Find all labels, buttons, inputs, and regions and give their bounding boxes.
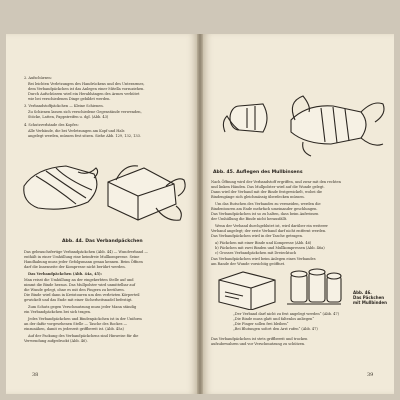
text-line: 4. Schutzverbände des Kopfes: [24, 123, 79, 127]
text-line: Verband angelegt; der erste Verband darf nicht entfernt werden. [211, 229, 327, 233]
text-line: Das Verbandpäckchen wird in der Tasche getragen. [211, 234, 303, 238]
text-line: angelegt werden, müssen fest sitzen. Siehe Abb. 129, 132, 133. [28, 134, 141, 138]
text-line: Das Verbandpäckchen ist so zu halten, dass beim Aufreissen [211, 212, 319, 216]
text-line: enthält in einer Umhüllung eine keimfreie Mullkompresse. Seine [24, 255, 140, 259]
text-line: wie bei verschiedenen Dinge gebildet werden. [28, 97, 111, 101]
text-line: an der dafür vorgesehenen Stelle — Tasche des Rockes — [24, 322, 128, 326]
text-line: Nach Öffnung wird der Verbandstoff ergriffen, und zwar mit den rechten [211, 180, 341, 184]
text-line: Das Verbandpäckchen (Abb. 44a, 45): [28, 272, 102, 276]
text-line: Verwendung aufgedruckt (Abb. 46). [24, 339, 88, 343]
figure-caption: Abb. 44. Das Verbandpäckchen [62, 239, 143, 244]
left-page [6, 34, 197, 394]
page-number: 38 [32, 372, 39, 378]
text-line: der Umhüllung die Binde nicht herausfällt. [211, 217, 288, 221]
text-line: Das gebrauchsfertige Verbandpäckchen (Abb. 44) — Wundverband — [24, 250, 148, 254]
text-line: die Wunde gelegt, ohne es mit den Fingern zu berühren. [24, 288, 125, 292]
text-line: 2. Aufschürzen: [24, 76, 52, 80]
text-line: Handhabung muss jeder Gefolgsmann genau kennen. Beim Öffnen [24, 260, 143, 264]
text-line: Alle Verbände, die bei Verletzungen am Kopf und Hals [28, 129, 125, 133]
text-line: b) Päckchen mit zwei Binden und Mullkompressen (Abb. 46a) [215, 246, 325, 250]
text-line: Zu Schienen lassen sich verschiedene Gegenstände verwenden, [28, 110, 142, 114]
text-line: „Die Finger sollen frei bleiben“ [233, 322, 289, 326]
figure-caption: Abb. 45. Auflegen des Mullbinsens [213, 170, 303, 175]
text-line: „Bei Blutungen sofort den Arzt rufen“ (Abb. 47) [233, 327, 318, 331]
text-line: Zum Schutz gegen Verschmutzung muss jeder Mann ständig [28, 305, 137, 309]
right-page [203, 34, 394, 394]
text-line: und linken Händen. Das Mullpolster wird auf die Wunde gelegt. [211, 185, 325, 189]
text-line: Die Binde wird dann in Kreistouren um den verletzten Körperteil [24, 293, 140, 297]
text-line: gewickelt und das Ende mit einer Sicherheitsnadel befestigt. [24, 298, 133, 302]
text-line: einzunähen, damit es jederzeit griffbereit ist. (Abb. 45a) [24, 327, 124, 331]
roller-bandage-illustration [211, 82, 389, 162]
text-line: Man reisst die Umhüllung an der eingekerbten Stelle auf und [24, 278, 134, 282]
figure-caption: mit Mullbinden [353, 300, 387, 305]
text-line: nimmt die Binde heraus. Das Mullpolster wird unmittelbar auf [24, 283, 136, 287]
text-line: Jedes Verbandpäckchen und Bindenpäckchen ist in der Uniform [28, 317, 142, 321]
text-line: Stöcke, Latten, Pappstreifen u. dgl. (Abb. 43) [28, 115, 109, 119]
text-line: c) Grosses Verbandpäckchen mit Dreiecktuch [215, 251, 297, 255]
text-line: „Der Verband darf nicht zu fest angelegt werden“ (Abb. 47) [233, 312, 339, 316]
text-line: Wenn der Verband durchgeblutet ist, wird darüber ein weiterer [215, 224, 328, 228]
text-line: Um das Rutschen des Verbandes zu vermeiden, werden die [215, 202, 321, 206]
text-line: ein Verbandpäckchen bei sich tragen. [24, 310, 92, 314]
text-line: Bindengänge sich gleichmässig überdecken müssen. [211, 195, 305, 199]
figure-caption: Abb. 46. [353, 290, 372, 295]
text-line: Das Verbandpäckchen ist stets griffbereit und trocken [211, 337, 308, 341]
text-line: darf die Innenseite der Kompresse nicht berührt werden. [24, 265, 126, 269]
text-line: a) Päckchen mit einer Binde und Kompresse (Abb. 46) [215, 241, 312, 245]
packets-illustration [215, 266, 343, 310]
text-line: 3. Verbandstoffpäckchen — Kleine Schienen. [24, 104, 104, 108]
text-line: Bindentouren am Ende mehrfach umeinander geschlungen. [211, 207, 318, 211]
figure-caption: Das Päckchen [353, 295, 385, 300]
text-line: Dann wird der Verband mit der Binde festgewickelt, wobei die [211, 190, 323, 194]
text-line: Durch Aufschürzen wird ein Herabhängen des Armes verhütet [28, 92, 140, 96]
page-number: 39 [367, 372, 374, 378]
text-line: Auf der Packung des Verbandpäckchens sind Hinweise für die [28, 334, 139, 338]
text-line: Bei leichten Verletzungen des Handrückens und des Unterarmes, [28, 82, 145, 86]
text-line: aufzubewahren und vor Verschmutzung zu schützen. [211, 342, 306, 346]
bandage-pack-illustration [16, 146, 191, 230]
text-line: dem Verbandpäckchen ist das Anlegen einer Mitella vorzuziehen. [28, 87, 145, 91]
text-line: „Die Binde muss glatt und faltenlos anliegen“ [233, 317, 315, 321]
text-line: Das Verbandpäckchen wird beim Anlegen eines Verbandes [211, 257, 316, 261]
text-line: am Rande der Wunde vorsichtig geöffnet. [211, 262, 286, 266]
